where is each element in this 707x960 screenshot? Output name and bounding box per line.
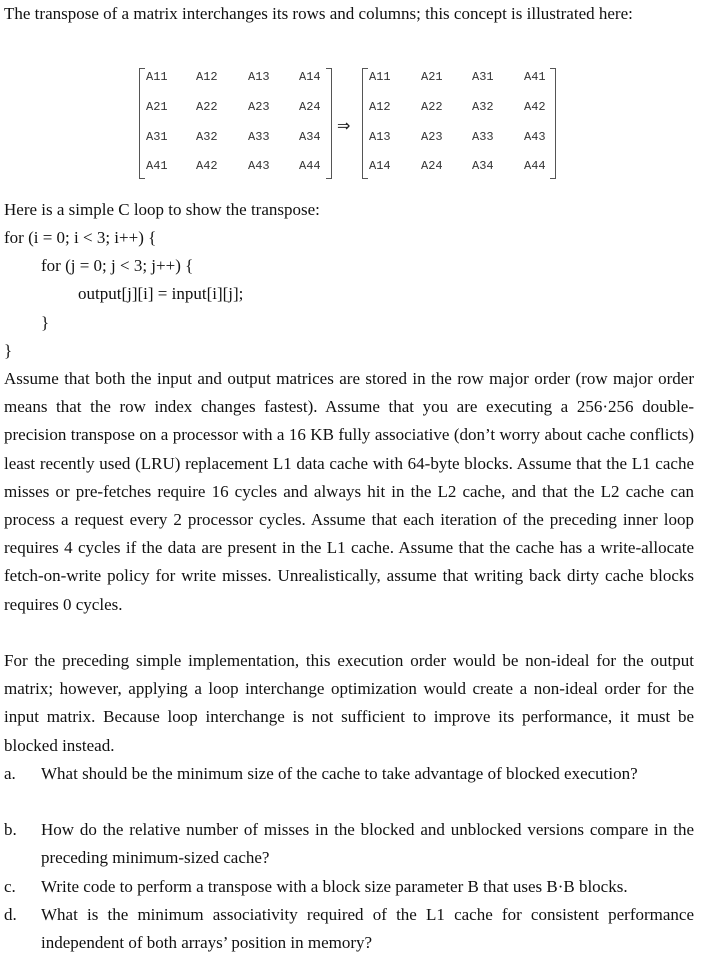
right-matrix-close-bracket (550, 68, 556, 179)
question-b-text: How do the relative number of misses in the blocked and unblocked versions compare in the preceding minimum-sized cache? (41, 820, 694, 868)
code-line-inner-for: for (j = 0; j < 3; j++) { (41, 256, 194, 275)
matrix-right-cell: A33 (472, 130, 494, 144)
matrix-left-cell: A14 (299, 70, 321, 84)
matrix-left-cell: A11 (146, 70, 168, 84)
transpose-arrow: ⇒ (337, 116, 351, 135)
matrix-right-cell: A13 (369, 130, 391, 144)
question-c-label: c. (4, 877, 16, 896)
matrix-left-cell: A31 (146, 130, 168, 144)
matrix-left-cell: A12 (196, 70, 218, 84)
blocking-paragraph: For the preceding simple implementation, this execution order would be non-ideal for the output matrix; however, applying a loop interchange optimization would create a non-ideal order for the input matrix. Because loop interchange is not sufficient to improve its performance, it must be blocked instead. (4, 651, 694, 755)
matrix-right-cell: A12 (369, 100, 391, 114)
question-a-text: What should be the minimum size of the cache to take advantage of blocked execution? (41, 764, 638, 783)
question-d-label: d. (4, 905, 17, 924)
matrix-right-cell: A34 (472, 159, 494, 173)
matrix-left-cell: A42 (196, 159, 218, 173)
code-intro: Here is a simple C loop to show the transpose: (4, 200, 320, 219)
matrix-left-cell: A23 (248, 100, 270, 114)
question-d-text: What is the minimum associativity required of the L1 cache for consistent performance independent of both arrays’ position in memory? (41, 905, 694, 953)
matrix-left-cell: A13 (248, 70, 270, 84)
matrix-left-cell: A44 (299, 159, 321, 173)
matrix-left-cell: A22 (196, 100, 218, 114)
matrix-left-cell: A24 (299, 100, 321, 114)
matrix-left-cell: A33 (248, 130, 270, 144)
matrix-right-cell: A42 (524, 100, 546, 114)
code-line-inner-close: } (41, 313, 50, 332)
matrix-right-cell: A41 (524, 70, 546, 84)
matrix-right-cell: A43 (524, 130, 546, 144)
matrix-right-cell: A22 (421, 100, 443, 114)
assumption-paragraph: Assume that both the input and output matrices are stored in the row major order (row major order means that the row index changes fastest). Assume that you are executing a 256·256 double-precision transpose on a processor with a 16 KB fully associative (don’t worry about cache conflicts) least recently used (LRU) replacement L1 data cache with 64-byte blocks. Assume that the L1 cache misses or pre-fetches require 16 cycles and always hit in the L2 cache, and that the L2 cache can process a request every 2 processor cycles. Assume that each iteration of the preceding inner loop requires 4 cycles if the data are present in the L1 cache. Assume that the cache has a write-allocate fetch-on-write policy for write misses. Unrealistically, assume that writing back dirty cache blocks requires 0 cycles. (4, 369, 694, 614)
matrix-right-cell: A44 (524, 159, 546, 173)
matrix-right-cell: A21 (421, 70, 443, 84)
matrix-right-cell: A31 (472, 70, 494, 84)
right-matrix-open-bracket (362, 68, 368, 179)
matrix-right-cell: A24 (421, 159, 443, 173)
question-b-label: b. (4, 820, 17, 839)
matrix-left-cell: A43 (248, 159, 270, 173)
left-matrix-close-bracket (326, 68, 332, 179)
code-line-assignment: output[j][i] = input[i][j]; (78, 284, 244, 303)
matrix-right-cell: A11 (369, 70, 391, 84)
matrix-left-cell: A32 (196, 130, 218, 144)
intro-paragraph: The transpose of a matrix interchanges its rows and columns; this concept is illustrated here: (4, 4, 633, 23)
matrix-right-cell: A32 (472, 100, 494, 114)
matrix-right-cell: A14 (369, 159, 391, 173)
left-matrix-open-bracket (139, 68, 145, 179)
matrix-left-cell: A21 (146, 100, 168, 114)
matrix-right-cell: A23 (421, 130, 443, 144)
code-line-outer-close: } (4, 341, 13, 360)
code-line-outer-for: for (i = 0; i < 3; i++) { (4, 228, 157, 247)
question-a-label: a. (4, 764, 16, 783)
matrix-left-cell: A34 (299, 130, 321, 144)
matrix-left-cell: A41 (146, 159, 168, 173)
question-c-text: Write code to perform a transpose with a block size parameter B that uses B·B blocks. (41, 877, 628, 896)
